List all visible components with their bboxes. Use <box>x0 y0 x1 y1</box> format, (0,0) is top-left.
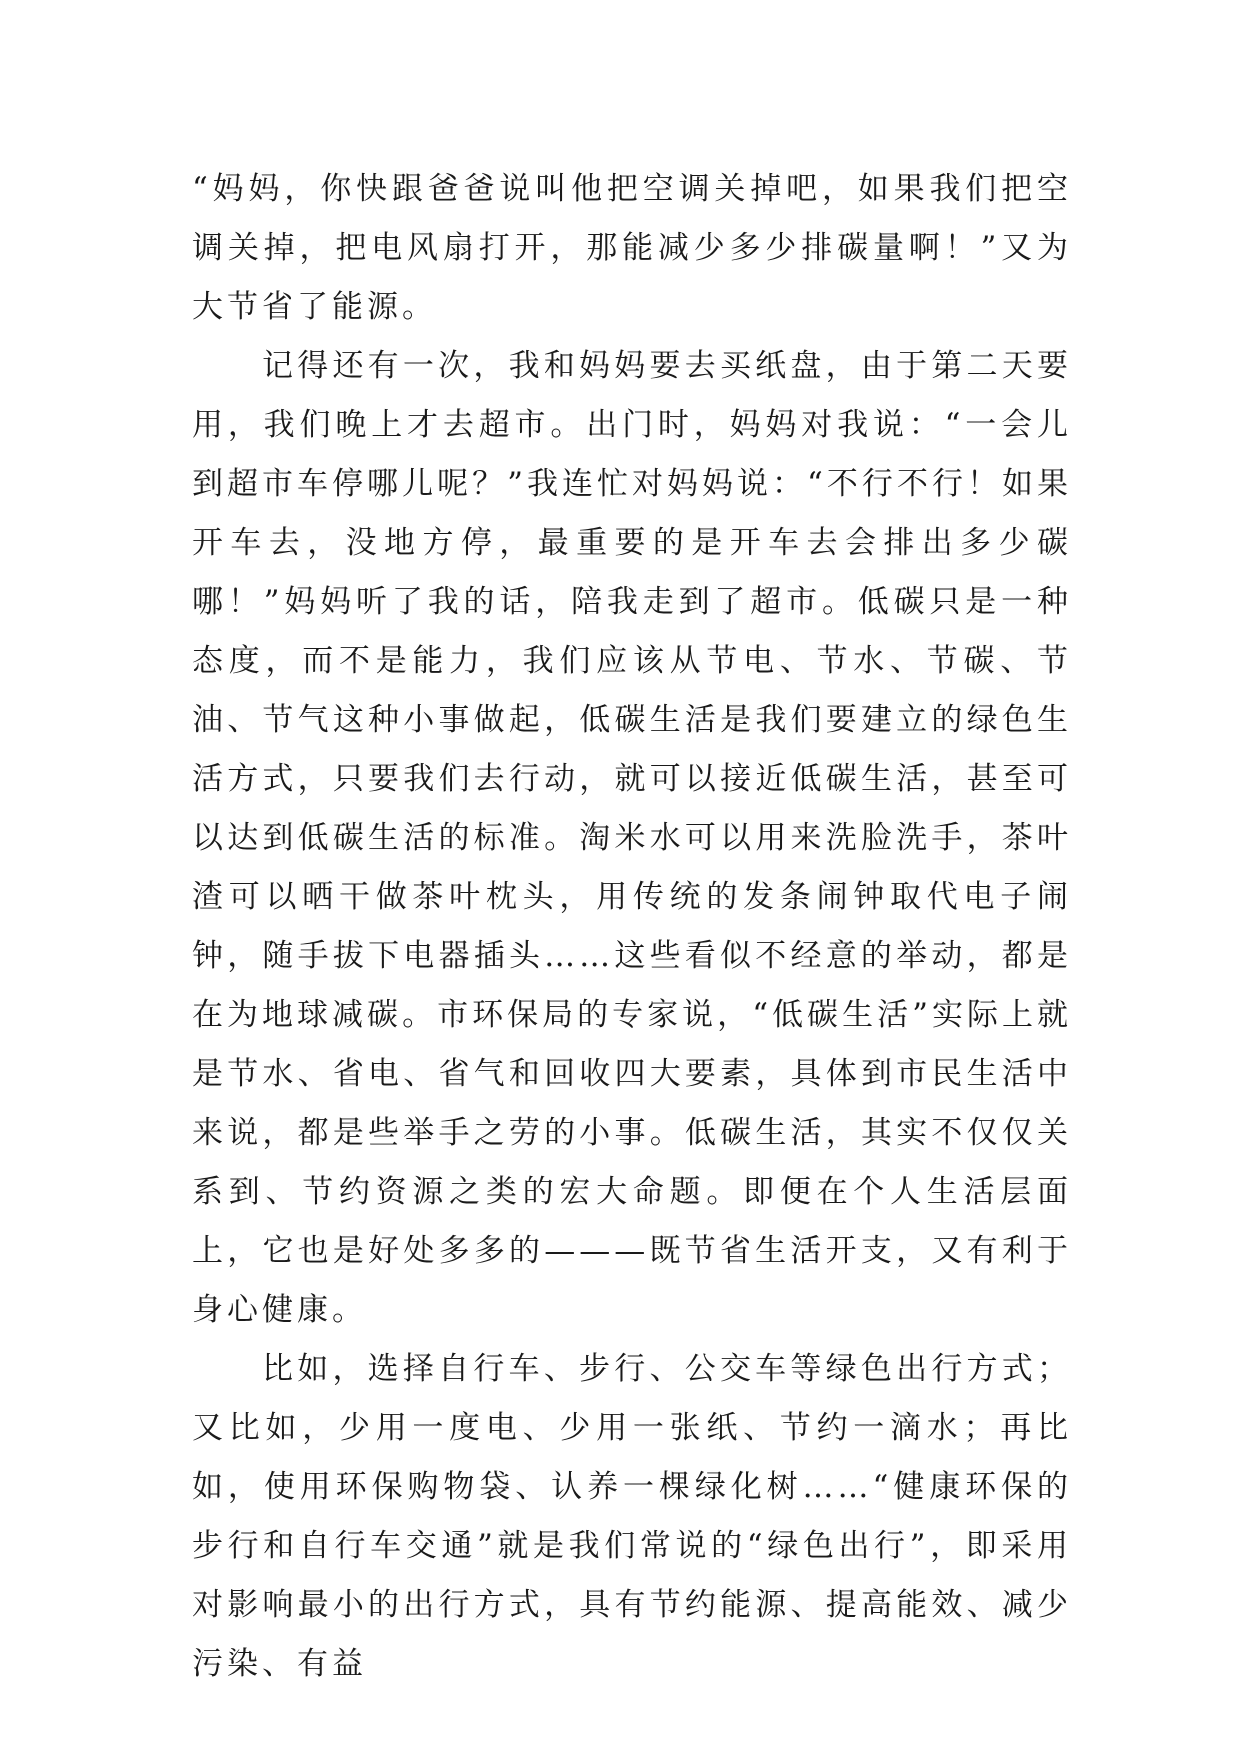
paragraph-1: “妈妈，你快跟爸爸说叫他把空调关掉吧，如果我们把空调关掉，把电风扇打开，那能减少多少排碳量啊！”又为大节省了能源。 <box>192 171 1072 325</box>
document-body <box>192 160 1072 1694</box>
paragraph-2: 记得还有一次，我和妈妈要去买纸盘，由于第二天要用，我们晚上才去超市。出门时，妈妈对我说：“一会儿到超市车停哪儿呢？”我连忙对妈妈说：“不行不行！如果开车去，没地方停，最重要的是开车去会排出多少碳哪！”妈妈听了我的话，陪我走到了超市。低碳只是一种态度，而不是能力，我们应该从节电、节水、节碳、节油、节气这种小事做起，低碳生活是我们要建立的绿色生活方式，只要我们去行动，就可以接近低碳生活，甚至可以达到低碳生活的标准。淘米水可以用来洗脸洗手，茶叶渣可以晒干做茶叶枕头，用传统的发条闹钟取代电子闹钟，随手拔下电器插头……这些看似不经意的举动，都是在为地球减碳。市环保局的专家说，“低碳生活”实际上就是节水、省电、省气和回收四大要素，具体到市民生活中来说，都是些举手之劳的小事。低碳生活，其实不仅仅关系到、节约资源之类的宏大命题。即便在个人生活层面上，它也是好处多多的———既节省生活开支，又有利于身心健康。 <box>192 348 1072 1328</box>
paragraph-3: 比如，选择自行车、步行、公交车等绿色出行方式；又比如，少用一度电、少用一张纸、节约一滴水；再比如，使用环保购物袋、认养一棵绿化树……“健康环保的步行和自行车交通”就是我们常说的“绿色出行”，即采用对影响最小的出行方式，具有节约能源、提高能效、减少污染、有益 <box>192 1351 1072 1682</box>
